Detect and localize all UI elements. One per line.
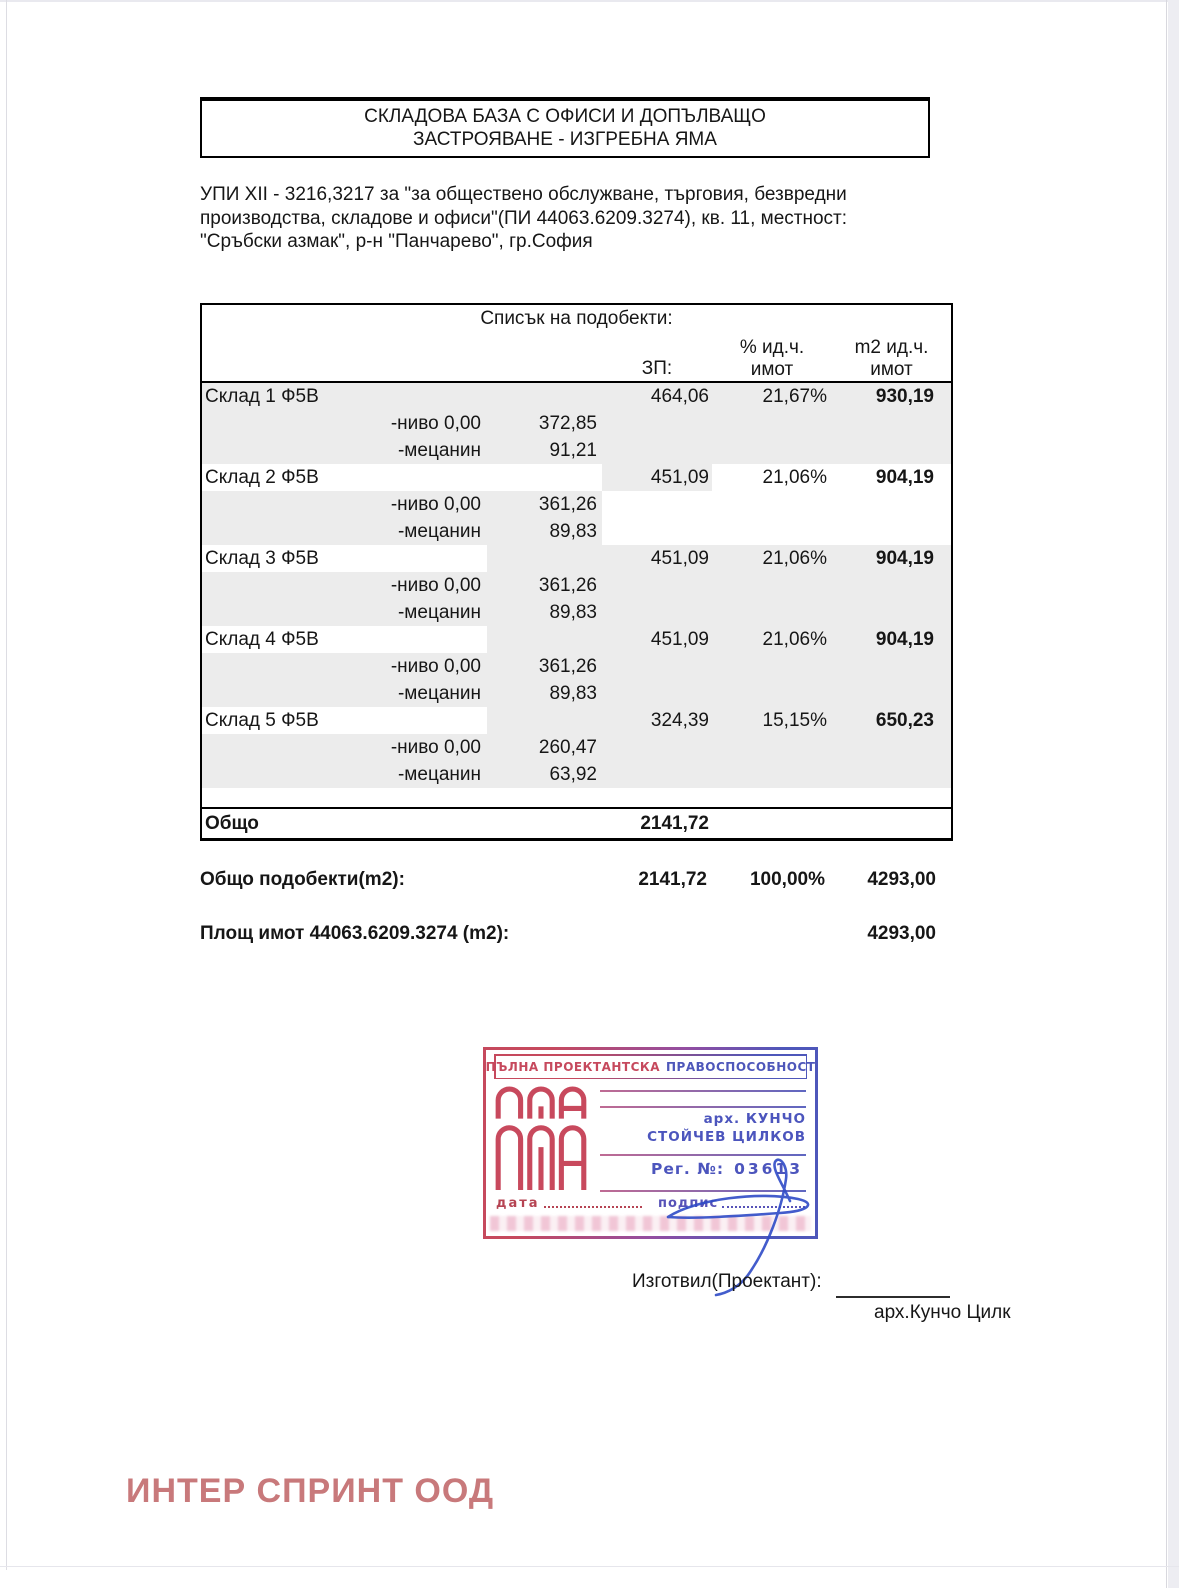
table-row-object	[202, 383, 951, 410]
row-zp: 451,09	[602, 464, 712, 491]
table-row-sublevel	[202, 653, 951, 680]
stamp-signature-field: подпис	[658, 1196, 805, 1211]
sub-value: 91,21	[487, 437, 602, 464]
row-m2: 904,19	[832, 626, 951, 653]
sub-label: -мецанин	[377, 761, 487, 788]
stamp-header-left: ПЪЛНА ПРОЕКТАНТСКА	[485, 1059, 661, 1074]
row-zp: 451,09	[602, 626, 712, 653]
title-line-1: СКЛАДОВА БАЗА С ОФИСИ И ДОПЪЛВАЩО	[364, 106, 766, 127]
stamp-registration	[600, 1160, 803, 1178]
table-row-sublevel	[202, 734, 951, 761]
table-row-object	[202, 707, 951, 734]
row-m2: 904,19	[832, 545, 951, 572]
sub-value: 361,26	[487, 491, 602, 518]
col-header-m2: m2 ид.ч. имот	[854, 337, 929, 380]
kab-logo-icon	[494, 1086, 590, 1192]
sub-value: 63,92	[487, 761, 602, 788]
sub-value: 89,83	[487, 518, 602, 545]
table-row-sublevel	[202, 761, 951, 788]
sub-label: -ниво 0,00	[377, 410, 487, 437]
sub-label: -ниво 0,00	[377, 653, 487, 680]
prepared-by-underline	[836, 1296, 950, 1298]
table-row-sublevel	[202, 599, 951, 626]
sub-label: -ниво 0,00	[377, 734, 487, 761]
reg-number: 03613	[734, 1160, 803, 1178]
row-pct: 15,15%	[712, 707, 832, 734]
table-row-sublevel	[202, 437, 951, 464]
summary-m2: 4293,00	[867, 869, 936, 890]
stamp-rule-4	[600, 1190, 806, 1192]
prepared-by-label: Изготвил(Проектант):	[632, 1271, 822, 1292]
plot-area-m2: 4293,00	[867, 923, 936, 944]
row-m2: 650,23	[832, 707, 951, 734]
summary-subobjects-row	[200, 866, 953, 893]
company-watermark: ИНТЕР СПРИНТ ООД	[126, 1472, 495, 1510]
summary-pct: 100,00%	[749, 869, 825, 890]
plot-area-label: Площ имот 44063.6209.3274 (m2):	[200, 923, 510, 944]
sub-value: 260,47	[487, 734, 602, 761]
row-m2: 930,19	[832, 383, 951, 410]
table-caption: Списък на подобекти:	[480, 308, 673, 329]
stamp-date-field: дата	[496, 1196, 642, 1211]
signature-dotted-line	[722, 1205, 805, 1208]
row-pct: 21,06%	[712, 626, 832, 653]
table-row-sublevel	[202, 680, 951, 707]
table-body	[202, 383, 951, 788]
stamp-header-right: ПРАВОСПОСОБНОСТ	[666, 1059, 816, 1074]
row-pct: 21,06%	[762, 467, 827, 488]
page-edge-right-strip	[1168, 0, 1179, 1588]
row-label: Склад 3 Ф5В	[205, 548, 319, 569]
table-header-row	[202, 332, 951, 383]
sub-label: -мецанин	[377, 518, 487, 545]
page-edge-top	[0, 0, 1179, 2]
page-edge-bottom	[0, 1566, 1179, 1567]
row-label: Склад 4 Ф5В	[205, 629, 319, 650]
sub-value: 89,83	[487, 680, 602, 707]
architect-stamp	[483, 1047, 818, 1239]
row-zp: 451,09	[602, 545, 712, 572]
summary-label: Общо подобекти(m2):	[200, 869, 405, 890]
row-m2: 904,19	[875, 467, 934, 488]
table-blank-row	[202, 788, 951, 807]
stamp-rule-2	[600, 1106, 806, 1108]
summary-zp: 2141,72	[638, 869, 707, 890]
sub-label: -мецанин	[377, 437, 487, 464]
row-label: Склад 2 Ф5В	[205, 467, 319, 488]
title-line-2: ЗАСТРОЯВАНЕ - ИЗГРЕБНА ЯМА	[413, 129, 717, 150]
row-label: Склад 5 Ф5В	[205, 710, 319, 731]
total-zp: 2141,72	[640, 813, 709, 834]
sub-label: -ниво 0,00	[377, 491, 487, 518]
page-edge-right	[1166, 0, 1167, 1588]
stamp-rule-3	[600, 1154, 806, 1156]
row-pct: 21,67%	[712, 383, 832, 410]
table-row-object	[202, 464, 951, 491]
stamp-faded-band	[490, 1216, 811, 1231]
subobjects-table	[200, 303, 953, 841]
table-row-sublevel	[202, 572, 951, 599]
summary-plot-area-row	[200, 920, 953, 947]
table-total-row	[202, 807, 951, 838]
sub-label: -мецанин	[377, 680, 487, 707]
table-row-sublevel	[202, 491, 951, 518]
total-label: Общо	[205, 813, 259, 834]
sub-label: -мецанин	[377, 599, 487, 626]
sub-value: 89,83	[487, 599, 602, 626]
stamp-rule-1	[600, 1090, 806, 1092]
sub-label: -ниво 0,00	[377, 572, 487, 599]
stamp-header-box	[485, 1054, 816, 1079]
sub-value: 361,26	[487, 653, 602, 680]
col-header-zp: ЗП:	[641, 358, 673, 379]
property-description: УПИ XII - 3216,3217 за "за обществено обслужване, търговия, безвредни производства, складове и офиси"(ПИ 44063.6209.3274), кв. 11, местност: "Сръбски азмак", р-н "Панчарево", гр.София	[200, 184, 848, 252]
table-row-object	[202, 626, 951, 653]
stamp-architect-name: арх. КУНЧО СТОЙЧЕВ ЦИЛКОВ	[647, 1111, 806, 1145]
table-row-object	[202, 545, 951, 572]
table-row-sublevel	[202, 518, 951, 545]
col-header-pct: % ид.ч. имот	[739, 337, 805, 380]
row-label: Склад 1 Ф5В	[202, 383, 377, 410]
date-dotted-line	[544, 1205, 642, 1208]
row-zp: 324,39	[602, 707, 712, 734]
reg-label: Рег. №:	[650, 1160, 725, 1178]
sub-value: 372,85	[487, 410, 602, 437]
prepared-by-name: арх.Кунчо Цилк	[874, 1302, 1011, 1323]
row-pct: 21,06%	[712, 545, 832, 572]
page-edge-left	[6, 0, 7, 1570]
table-row-sublevel	[202, 410, 951, 437]
sub-value: 361,26	[487, 572, 602, 599]
row-zp: 464,06	[602, 383, 712, 410]
title-box	[200, 97, 930, 158]
